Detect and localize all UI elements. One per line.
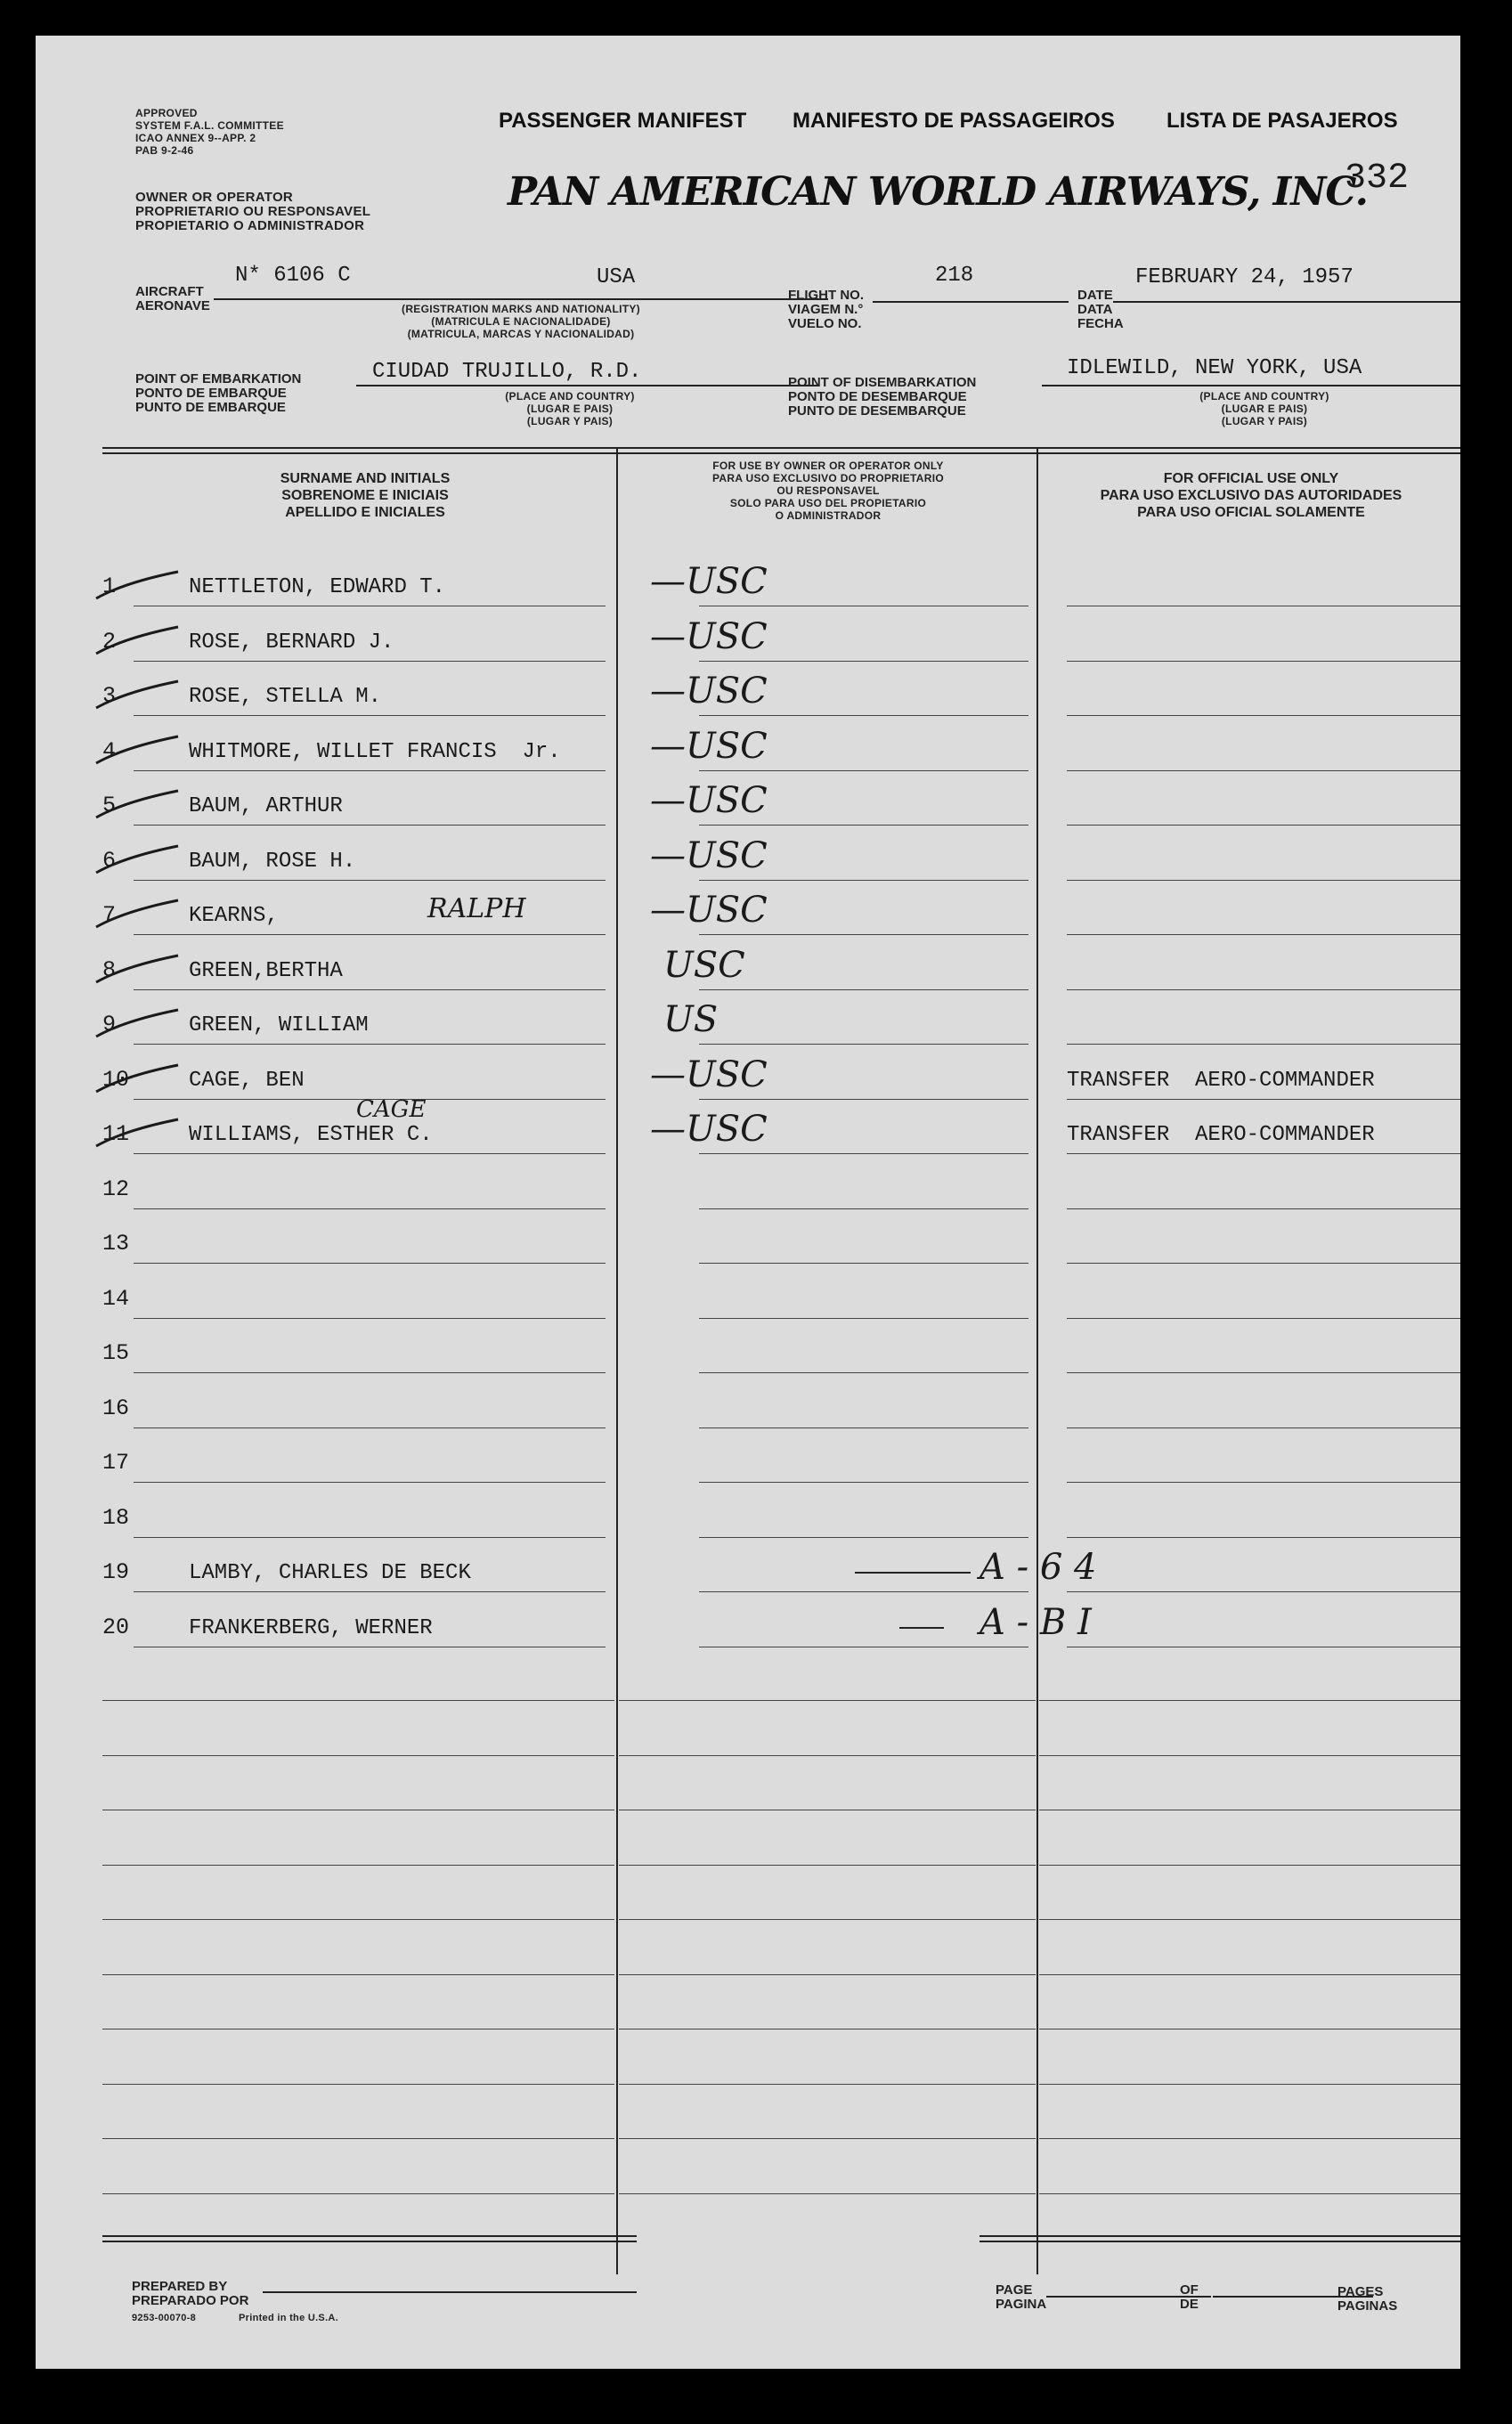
blank-row-rule bbox=[102, 1974, 614, 1975]
approval-line: ICAO ANNEX 9--APP. 2 bbox=[135, 132, 256, 144]
row-number: 12 bbox=[102, 1176, 130, 1202]
disembarkation-label bbox=[788, 376, 976, 419]
approval-line: APPROVED bbox=[135, 107, 198, 119]
owner-label-line: PROPRIETARIO OU RESPONSAVEL bbox=[135, 204, 371, 219]
passenger-name: BAUM, ARTHUR bbox=[189, 794, 343, 818]
row-rule bbox=[1067, 661, 1460, 662]
blank-row-rule bbox=[1039, 2138, 1460, 2139]
passenger-name: BAUM, ROSE H. bbox=[189, 850, 356, 874]
embarkation-label-line: POINT OF EMBARKATION bbox=[135, 371, 302, 386]
column-header-owner-use bbox=[623, 460, 1033, 522]
column-header-line: FOR USE BY OWNER OR OPERATOR ONLY bbox=[712, 460, 944, 472]
of-label-line: DE bbox=[1180, 2297, 1199, 2312]
row-rule bbox=[1067, 1537, 1460, 1538]
column-header-line: SOLO PARA USO DEL PROPIETARIO bbox=[729, 497, 927, 509]
passenger-name: CAGE, BEN bbox=[189, 1069, 305, 1093]
passenger-name: KEARNS, bbox=[189, 904, 292, 928]
bottom-rule-2 bbox=[102, 2241, 637, 2242]
check-mark-icon bbox=[89, 1062, 187, 1101]
page-label bbox=[996, 2283, 1046, 2312]
blank-row-rule bbox=[1039, 1919, 1460, 1920]
official-use-note: TRANSFER AERO-COMMANDER bbox=[1067, 1069, 1375, 1093]
aircraft-caption-line: (REGISTRATION MARKS AND NATIONALITY) bbox=[402, 303, 640, 315]
row-number: 1 bbox=[102, 573, 117, 599]
approval-line: SYSTEM F.A.L. COMMITTEE bbox=[135, 119, 284, 132]
check-mark-icon bbox=[89, 733, 187, 772]
row-rule bbox=[1067, 1482, 1460, 1483]
blank-row-rule bbox=[102, 1865, 614, 1866]
row-rule bbox=[699, 715, 1028, 716]
blank-row-rule bbox=[102, 2193, 614, 2194]
blank-row-rule bbox=[1039, 1755, 1460, 1756]
blank-row-rule bbox=[1039, 2084, 1460, 2085]
column-header-line: SURNAME AND INITIALS bbox=[280, 471, 451, 486]
row-rule bbox=[134, 715, 606, 716]
owner-use-mark: —USC bbox=[650, 1109, 768, 1150]
flight-underline bbox=[873, 301, 1069, 303]
of-label-line: OF bbox=[1180, 2282, 1199, 2298]
row-rule bbox=[134, 880, 606, 881]
pages-label-line: PAGES bbox=[1337, 2284, 1384, 2299]
embarkation-caption-line: (LUGAR Y PAIS) bbox=[526, 415, 614, 427]
blank-row-rule bbox=[619, 1700, 1036, 1701]
flight-number: 218 bbox=[935, 264, 974, 288]
embarkation-caption-line: (LUGAR E PAIS) bbox=[526, 403, 614, 415]
owner-use-mark: US bbox=[663, 999, 719, 1040]
prepared-label-line: PREPARADO POR bbox=[132, 2293, 249, 2308]
title-pt: MANIFESTO DE PASSAGEIROS bbox=[793, 109, 1115, 133]
handwritten-dash bbox=[855, 1572, 971, 1574]
title-en: PASSENGER MANIFEST bbox=[499, 109, 747, 133]
column-header-line: OU RESPONSAVEL bbox=[776, 484, 880, 497]
row-rule bbox=[134, 1153, 606, 1154]
owner-use-mark: —USC bbox=[650, 835, 768, 876]
owner-use-mark: —USC bbox=[650, 726, 768, 767]
disembarkation-place: IDLEWILD, NEW YORK, USA bbox=[1067, 356, 1362, 380]
row-rule bbox=[699, 661, 1028, 662]
row-number: 3 bbox=[102, 683, 117, 709]
airline-name: PAN AMERICAN WORLD AIRWAYS, INC. bbox=[508, 169, 1368, 215]
row-number: 20 bbox=[102, 1615, 130, 1640]
row-rule bbox=[134, 934, 606, 935]
blank-row-rule bbox=[619, 2138, 1036, 2139]
owner-use-mark: —USC bbox=[650, 616, 768, 657]
flight-label-line: VIAGEM N.° bbox=[788, 302, 864, 317]
handwritten-official-note: A - B I bbox=[980, 1602, 1092, 1643]
page-label-line: PAGE bbox=[996, 2282, 1033, 2298]
blank-row-rule bbox=[102, 2084, 614, 2085]
prepared-label-line: PREPARED BY bbox=[132, 2279, 228, 2294]
row-rule bbox=[1067, 880, 1460, 881]
row-rule bbox=[699, 1318, 1028, 1319]
row-number: 4 bbox=[102, 738, 117, 764]
column-header-official bbox=[1042, 470, 1460, 521]
row-rule bbox=[1067, 1372, 1460, 1373]
row-rule bbox=[699, 1591, 1028, 1592]
owner-label-line: OWNER OR OPERATOR bbox=[135, 190, 294, 205]
passenger-name: WILLIAMS, ESTHER C. bbox=[189, 1123, 433, 1147]
blank-row-rule bbox=[1039, 2193, 1460, 2194]
row-number: 9 bbox=[102, 1012, 117, 1037]
aircraft-nationality: USA bbox=[597, 265, 636, 289]
embarkation-label-line: PUNTO DE EMBARQUE bbox=[135, 400, 286, 415]
row-rule bbox=[699, 1537, 1028, 1538]
row-number: 6 bbox=[102, 848, 117, 874]
owner-use-mark: USC bbox=[663, 945, 745, 986]
aircraft-registration: N* 6106 C bbox=[235, 264, 351, 288]
row-rule bbox=[699, 1263, 1028, 1264]
bottom-rule-right bbox=[980, 2235, 1460, 2237]
disembarkation-label-line: POINT OF DISEMBARKATION bbox=[788, 375, 977, 390]
owner-use-mark: —USC bbox=[650, 561, 768, 602]
row-rule bbox=[134, 989, 606, 990]
row-rule bbox=[699, 989, 1028, 990]
prepared-underline bbox=[263, 2291, 637, 2293]
row-rule bbox=[134, 1372, 606, 1373]
table-top-rule bbox=[102, 447, 1460, 449]
column-header-line: PARA USO EXCLUSIVO DO PROPRIETARIO bbox=[711, 472, 944, 484]
form-number: 9253-00070-8 bbox=[132, 2313, 197, 2323]
row-number: 10 bbox=[102, 1067, 130, 1093]
row-rule bbox=[699, 1208, 1028, 1209]
row-rule bbox=[699, 1153, 1028, 1154]
row-number: 14 bbox=[102, 1286, 130, 1312]
row-rule bbox=[134, 661, 606, 662]
row-rule bbox=[699, 934, 1028, 935]
row-rule bbox=[134, 1044, 606, 1045]
date-label-line: FECHA bbox=[1077, 316, 1124, 331]
flight-label-line: VUELO NO. bbox=[788, 316, 862, 331]
row-rule bbox=[699, 770, 1028, 771]
row-number: 18 bbox=[102, 1505, 130, 1531]
blank-row-rule bbox=[619, 1919, 1036, 1920]
passenger-name: WHITMORE, WILLET FRANCIS Jr. bbox=[189, 740, 561, 764]
flight-label bbox=[788, 289, 864, 331]
flight-date: FEBRUARY 24, 1957 bbox=[1135, 265, 1353, 289]
owner-label bbox=[135, 191, 370, 233]
column-header-line: FOR OFFICIAL USE ONLY bbox=[1163, 471, 1339, 486]
row-rule bbox=[1067, 1318, 1460, 1319]
row-rule bbox=[134, 1482, 606, 1483]
row-rule bbox=[134, 1208, 606, 1209]
passenger-name: ROSE, STELLA M. bbox=[189, 685, 382, 709]
owner-use-mark: —USC bbox=[650, 890, 768, 931]
row-rule bbox=[1067, 715, 1460, 716]
check-mark-icon bbox=[89, 678, 187, 717]
disembarkation-caption-line: (LUGAR E PAIS) bbox=[1221, 403, 1308, 415]
disembarkation-label-line: PONTO DE DESEMBARQUE bbox=[788, 389, 967, 404]
row-number: 15 bbox=[102, 1340, 130, 1366]
row-rule bbox=[134, 1263, 606, 1264]
column-divider-left bbox=[616, 449, 618, 2274]
flight-label-line: FLIGHT NO. bbox=[788, 288, 864, 303]
owner-label-line: PROPIETARIO O ADMINISTRADOR bbox=[135, 218, 365, 233]
check-mark-icon bbox=[89, 952, 187, 991]
row-rule bbox=[1067, 825, 1460, 826]
row-number: 5 bbox=[102, 793, 117, 818]
row-number: 16 bbox=[102, 1395, 130, 1421]
aircraft-label bbox=[135, 285, 210, 313]
row-number: 7 bbox=[102, 902, 117, 928]
disembarkation-caption-line: (LUGAR Y PAIS) bbox=[1221, 415, 1308, 427]
blank-row-rule bbox=[1039, 1865, 1460, 1866]
check-mark-icon bbox=[89, 568, 187, 607]
title-es: LISTA DE PASAJEROS bbox=[1167, 109, 1398, 133]
blank-row-rule bbox=[619, 1865, 1036, 1866]
aircraft-label-line: AERONAVE bbox=[135, 298, 210, 313]
prepared-label bbox=[132, 2280, 248, 2308]
row-number: 13 bbox=[102, 1231, 130, 1257]
handwritten-name: RALPH bbox=[427, 893, 526, 924]
blank-row-rule bbox=[619, 1755, 1036, 1756]
printed-note: Printed in the U.S.A. bbox=[239, 2313, 339, 2323]
owner-use-mark: —USC bbox=[650, 1054, 768, 1095]
column-header-line: PARA USO EXCLUSIVO DAS AUTORIDADES bbox=[1100, 488, 1402, 503]
row-rule bbox=[134, 825, 606, 826]
row-rule bbox=[1067, 1044, 1460, 1045]
passenger-name: NETTLETON, EDWARD T. bbox=[189, 575, 446, 599]
page-number: 332 bbox=[1345, 159, 1410, 199]
handwritten-name: CAGE bbox=[356, 1096, 427, 1123]
embarkation-label bbox=[135, 372, 301, 415]
column-header-line: APELLIDO E INICIALES bbox=[285, 505, 445, 520]
embarkation-caption-line: (PLACE AND COUNTRY) bbox=[505, 390, 635, 403]
official-use-note: TRANSFER AERO-COMMANDER bbox=[1067, 1123, 1375, 1147]
passenger-name: GREEN,BERTHA bbox=[189, 959, 343, 983]
row-rule bbox=[134, 1591, 606, 1592]
aircraft-caption bbox=[321, 303, 721, 340]
disembarkation-caption bbox=[1131, 390, 1398, 427]
blank-row-rule bbox=[102, 1919, 614, 1920]
row-rule bbox=[1067, 1263, 1460, 1264]
row-rule bbox=[699, 825, 1028, 826]
owner-use-mark: —USC bbox=[650, 780, 768, 821]
of-label bbox=[1180, 2283, 1199, 2312]
column-header-line: PARA USO OFICIAL SOLAMENTE bbox=[1137, 505, 1365, 520]
row-rule bbox=[1067, 934, 1460, 935]
row-rule bbox=[699, 1482, 1028, 1483]
column-divider-right bbox=[1036, 449, 1038, 2274]
disembarkation-label-line: PUNTO DE DESEMBARQUE bbox=[788, 403, 966, 419]
bottom-rule-right-2 bbox=[980, 2241, 1460, 2242]
owner-use-mark: —USC bbox=[650, 671, 768, 712]
blank-row-rule bbox=[1039, 1974, 1460, 1975]
disembarkation-underline bbox=[1042, 385, 1460, 386]
passenger-name: GREEN, WILLIAM bbox=[189, 1013, 369, 1037]
row-rule bbox=[699, 1099, 1028, 1100]
table-top-rule-2 bbox=[102, 452, 1460, 454]
pages-label bbox=[1337, 2285, 1397, 2314]
page-label-line: PAGINA bbox=[996, 2297, 1047, 2312]
disembarkation-caption-line: (PLACE AND COUNTRY) bbox=[1199, 390, 1329, 403]
row-rule bbox=[134, 1537, 606, 1538]
approval-line: PAB 9-2-46 bbox=[135, 144, 194, 157]
date-underline bbox=[1113, 301, 1460, 303]
aircraft-caption-line: (MATRICULA, MARCAS Y NACIONALIDAD) bbox=[407, 328, 635, 340]
pages-label-line: PAGINAS bbox=[1337, 2298, 1398, 2314]
column-header-line: O ADMINISTRADOR bbox=[775, 509, 882, 522]
aircraft-caption-line: (MATRICULA E NACIONALIDADE) bbox=[431, 315, 611, 328]
row-number: 19 bbox=[102, 1559, 130, 1585]
blank-row-rule bbox=[619, 2193, 1036, 2194]
passenger-name: FRANKERBERG, WERNER bbox=[189, 1616, 433, 1640]
aircraft-underline bbox=[214, 298, 828, 300]
embarkation-place: CIUDAD TRUJILLO, R.D. bbox=[372, 360, 642, 384]
embarkation-underline bbox=[356, 385, 819, 386]
column-header-line: SOBRENOME E INICIAIS bbox=[281, 488, 449, 503]
blank-row-rule bbox=[102, 1755, 614, 1756]
check-mark-icon bbox=[89, 623, 187, 663]
passenger-name: LAMBY, CHARLES DE BECK bbox=[189, 1561, 471, 1585]
row-rule bbox=[699, 880, 1028, 881]
check-mark-icon bbox=[89, 787, 187, 826]
bottom-rule bbox=[102, 2235, 637, 2237]
blank-row-rule bbox=[102, 2138, 614, 2139]
row-rule bbox=[1067, 1153, 1460, 1154]
blank-row-rule bbox=[619, 2084, 1036, 2085]
row-rule bbox=[134, 770, 606, 771]
date-label bbox=[1077, 289, 1124, 331]
date-label-line: DATA bbox=[1077, 302, 1113, 317]
row-rule bbox=[134, 1318, 606, 1319]
blank-row-rule bbox=[619, 1974, 1036, 1975]
approval-block bbox=[135, 107, 284, 157]
aircraft-label-line: AIRCRAFT bbox=[135, 284, 204, 299]
row-rule bbox=[1067, 989, 1460, 990]
row-rule bbox=[699, 1044, 1028, 1045]
row-rule bbox=[1067, 770, 1460, 771]
blank-row-rule bbox=[102, 1700, 614, 1701]
handwritten-official-note: A - 6 4 bbox=[980, 1547, 1097, 1588]
check-mark-icon bbox=[89, 1006, 187, 1045]
blank-row-rule bbox=[1039, 1700, 1460, 1701]
date-label-line: DATE bbox=[1077, 288, 1113, 303]
row-rule bbox=[1067, 1099, 1460, 1100]
row-number: 17 bbox=[102, 1450, 130, 1476]
row-rule bbox=[699, 1372, 1028, 1373]
check-mark-icon bbox=[89, 897, 187, 936]
row-number: 8 bbox=[102, 957, 117, 983]
handwritten-dash bbox=[899, 1627, 944, 1629]
check-mark-icon bbox=[89, 842, 187, 882]
embarkation-label-line: PONTO DE EMBARQUE bbox=[135, 386, 287, 401]
check-mark-icon bbox=[89, 1116, 187, 1155]
row-rule bbox=[1067, 1208, 1460, 1209]
passenger-name: ROSE, BERNARD J. bbox=[189, 630, 394, 655]
column-header-surname bbox=[125, 470, 606, 521]
manifest-sheet bbox=[36, 36, 1460, 2369]
embarkation-caption bbox=[436, 390, 703, 427]
row-rule bbox=[1067, 1591, 1460, 1592]
row-number: 11 bbox=[102, 1121, 130, 1147]
row-number: 2 bbox=[102, 629, 117, 655]
